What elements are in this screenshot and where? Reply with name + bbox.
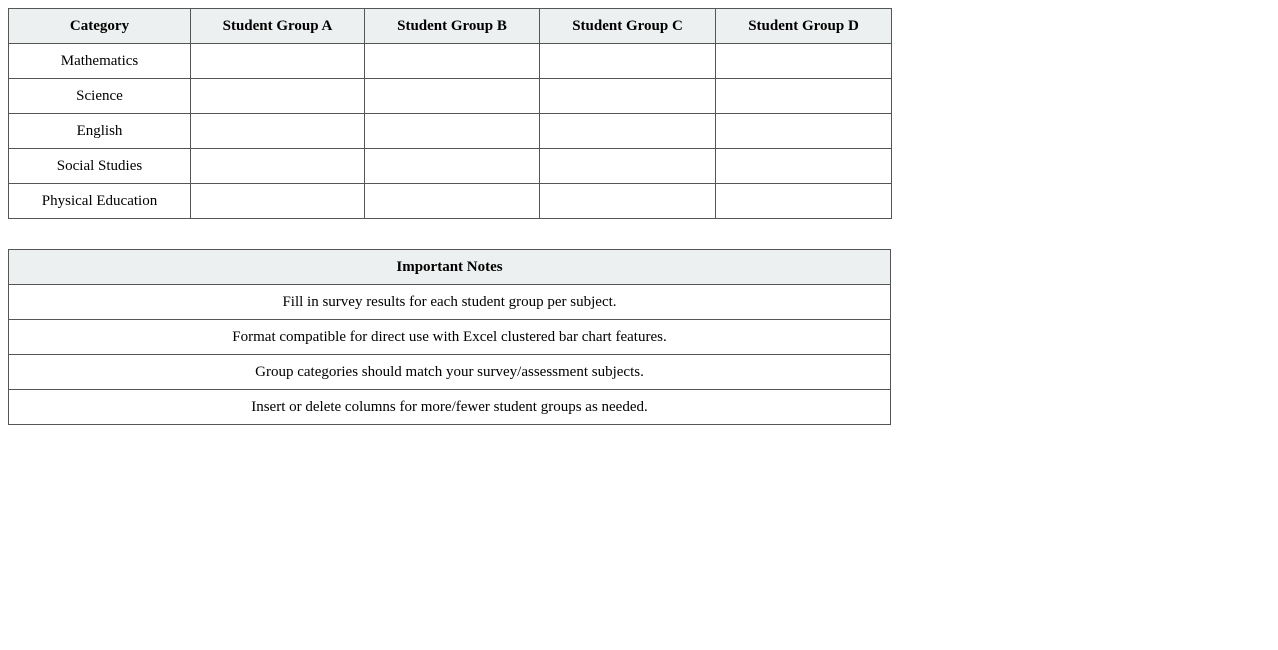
column-header-group-d[interactable]: Student Group D — [716, 9, 892, 44]
category-cell[interactable]: Mathematics — [9, 44, 191, 79]
value-cell[interactable] — [191, 44, 365, 79]
note-cell[interactable]: Fill in survey results for each student group per subject. — [9, 285, 891, 320]
value-cell[interactable] — [540, 79, 716, 114]
value-cell[interactable] — [540, 114, 716, 149]
value-cell[interactable] — [716, 44, 892, 79]
survey-data-table — [8, 8, 892, 219]
value-cell[interactable] — [716, 79, 892, 114]
value-cell[interactable] — [191, 184, 365, 219]
table-row — [9, 79, 892, 114]
note-cell[interactable]: Format compatible for direct use with Excel clustered bar chart features. — [9, 320, 891, 355]
notes-header[interactable]: Important Notes — [9, 250, 891, 285]
value-cell[interactable] — [540, 44, 716, 79]
value-cell[interactable] — [365, 149, 540, 184]
value-cell[interactable] — [365, 114, 540, 149]
value-cell[interactable] — [191, 149, 365, 184]
value-cell[interactable] — [540, 149, 716, 184]
table-row — [9, 184, 892, 219]
table-row — [9, 149, 892, 184]
value-cell[interactable] — [191, 114, 365, 149]
category-cell[interactable]: Physical Education — [9, 184, 191, 219]
note-row — [9, 355, 891, 390]
important-notes-table — [8, 249, 891, 425]
value-cell[interactable] — [716, 184, 892, 219]
table-row — [9, 114, 892, 149]
note-cell[interactable]: Insert or delete columns for more/fewer student groups as needed. — [9, 390, 891, 425]
value-cell[interactable] — [191, 79, 365, 114]
category-cell[interactable]: Social Studies — [9, 149, 191, 184]
value-cell[interactable] — [540, 184, 716, 219]
column-header-group-a[interactable]: Student Group A — [191, 9, 365, 44]
category-cell[interactable]: English — [9, 114, 191, 149]
table-header-row — [9, 9, 892, 44]
value-cell[interactable] — [365, 79, 540, 114]
notes-header-row — [9, 250, 891, 285]
note-row — [9, 320, 891, 355]
column-header-group-b[interactable]: Student Group B — [365, 9, 540, 44]
column-header-group-c[interactable]: Student Group C — [540, 9, 716, 44]
value-cell[interactable] — [365, 44, 540, 79]
value-cell[interactable] — [716, 114, 892, 149]
note-row — [9, 285, 891, 320]
category-cell[interactable]: Science — [9, 79, 191, 114]
value-cell[interactable] — [716, 149, 892, 184]
table-row — [9, 44, 892, 79]
value-cell[interactable] — [365, 184, 540, 219]
note-row — [9, 390, 891, 425]
note-cell[interactable]: Group categories should match your survey/assessment subjects. — [9, 355, 891, 390]
column-header-category[interactable]: Category — [9, 9, 191, 44]
